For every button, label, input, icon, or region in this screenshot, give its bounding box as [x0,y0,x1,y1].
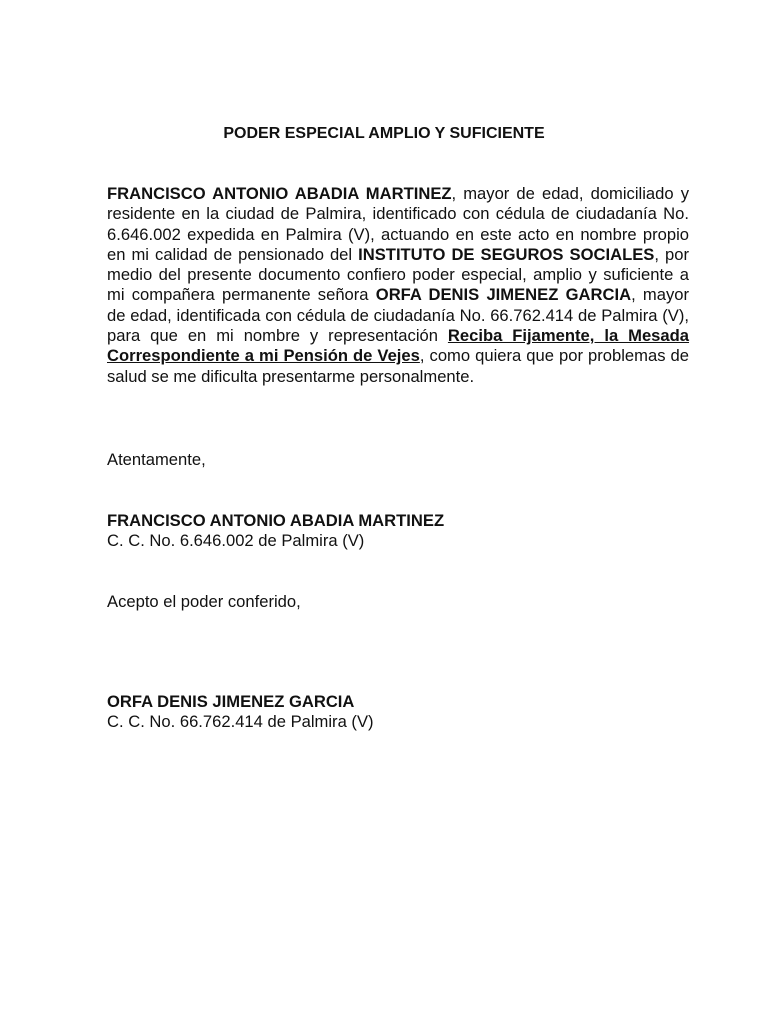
signature-2-id: C. C. No. 66.762.414 de Palmira (V) [107,712,374,731]
grantor-name: FRANCISCO ANTONIO ABADIA MARTINEZ [107,184,452,203]
signature-1-id: C. C. No. 6.646.002 de Palmira (V) [107,531,365,550]
signature-2-name: ORFA DENIS JIMENEZ GARCIA [107,692,355,711]
institution-name: INSTITUTO DE SEGUROS SOCIALES [358,244,655,264]
paragraph-text-1: , mayor de edad, domiciliado y residente en la ciudad de Palmira, identificado con cédula de ciudadanía No. 6.646.002 expedida en Palmira (V), actuando en este acto en nombre propio en mi calidad de pensionado del [107,184,689,264]
closing-salutation: Atentamente, [107,450,206,469]
signature-1-name: FRANCISCO ANTONIO ABADIA MARTINEZ [107,511,445,530]
paragraph-text-4: , como quiera que por problemas de salud se me dificulta presentarme personalmente. [107,346,689,386]
attorney-name: ORFA DENIS JIMENEZ GARCIA [375,285,632,305]
paragraph-text-3: , mayor de edad, identificada con cédula de ciudadanía No. 66.762.414 de Palmira (V), para que en mi nombre y representación [107,285,690,346]
paragraph-text-2: , por medio del presente documento confiero poder especial, amplio y suficiente a mi compañera permanente señora [107,244,689,305]
document-title: PODER ESPECIAL AMPLIO Y SUFICIENTE [223,125,545,142]
purpose-text: Reciba Fijamente, la Mesada Correspondiente a mi Pensión de Vejes [107,326,690,366]
body-paragraph [107,184,689,387]
acceptance-text: Acepto el poder conferido, [107,592,301,611]
